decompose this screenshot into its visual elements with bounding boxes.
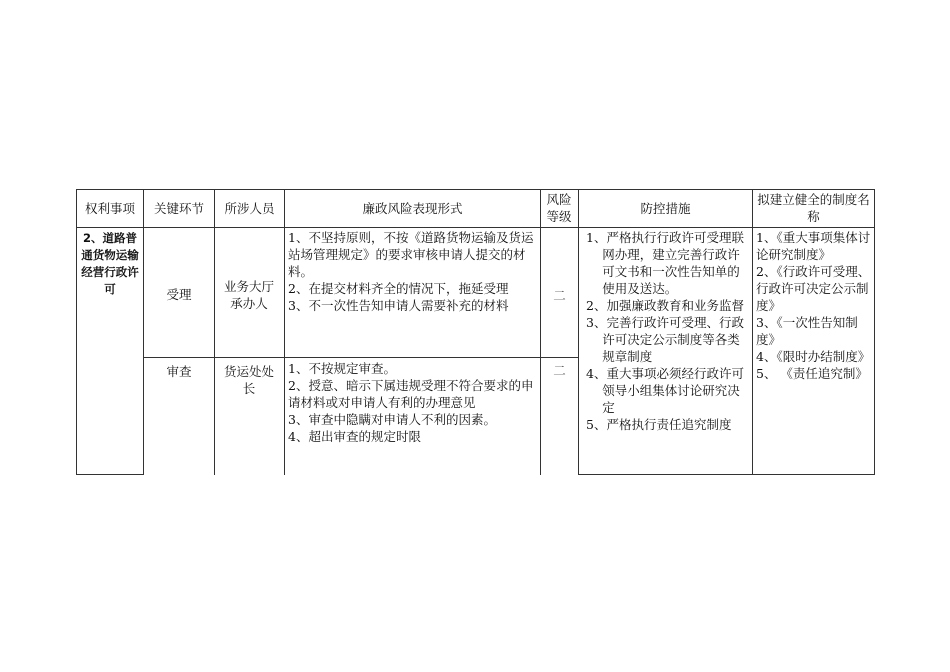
header-staff: 所涉人员	[224, 201, 275, 216]
col-border-1	[143, 189, 144, 475]
col-border-3	[284, 189, 285, 475]
header-bottom-border	[76, 227, 874, 228]
col-border-4	[540, 189, 541, 475]
col-border-7	[874, 189, 875, 475]
measure-item: 5、严格执行责任追究制度	[586, 417, 732, 432]
table-top-border	[76, 189, 874, 190]
header-risk-level: 风险等级	[546, 192, 572, 224]
table-bottom-border	[76, 474, 143, 475]
system-item: 1、《重大事项集体讨论研究制度》	[756, 230, 871, 262]
row-divider	[143, 357, 578, 358]
risk-item: 4、超出审查的规定时限	[288, 429, 421, 444]
prevention-measures	[586, 229, 748, 433]
header-systems: 拟建立健全的制度名称	[757, 192, 870, 224]
header-measures: 防控措施	[640, 201, 691, 216]
row2-staff: 货运处处长	[223, 364, 274, 396]
measure-item: 1、严格执行行政许可受理联网办理，建立完善行政许可文书和一次性告知单的使用及送达。	[586, 230, 744, 296]
rights-item-name: 2、道路普通货物运输经营行政许可	[81, 231, 139, 296]
header-rights-item: 权利事项	[84, 201, 135, 216]
row1-step: 受理	[166, 287, 192, 302]
row2-risks	[288, 360, 537, 445]
col-border-2	[214, 189, 215, 475]
row2-level: 二	[553, 363, 566, 378]
risk-item: 2、授意、暗示下属违规受理不符合要求的申请材料或对申请人有利的办理意见	[288, 378, 534, 410]
risk-item: 2、在提交材料齐全的情况下，拖延受理	[288, 281, 509, 296]
risk-item: 3、审查中隐瞒对申请人不利的因素。	[288, 412, 496, 427]
system-item: 3、《一次性告知制度》	[756, 315, 858, 347]
risk-item: 1、不按规定审查。	[288, 361, 396, 376]
header-key-step: 关键环节	[153, 201, 204, 216]
measure-item: 3、完善行政许可受理、行政许可决定公示制度等各类规章制度	[586, 315, 744, 364]
row1-staff: 业务大厅承办人	[223, 279, 274, 311]
measure-item: 4、重大事项必须经行政许可领导小组集体讨论研究决定	[586, 366, 744, 415]
risk-item: 1、不坚持原则，不按《道路货物运输及货运站场管理规定》的要求审核申请人提交的材料。	[288, 230, 534, 279]
system-item: 5、 《责任追究制》	[756, 366, 868, 381]
col-border-0	[76, 189, 77, 475]
system-names	[756, 229, 871, 382]
col-border-6	[752, 189, 753, 475]
system-item: 2、《行政许可受理、行政许可决定公示制度》	[756, 264, 871, 313]
row2-step: 审查	[166, 364, 192, 379]
table-bottom-border-right	[578, 474, 874, 475]
row1-level: 二	[553, 288, 566, 303]
system-item: 4、《限时办结制度》	[756, 349, 871, 364]
col-border-5	[578, 189, 579, 475]
risk-item: 3、不一次性告知申请人需要补充的材料	[288, 298, 509, 313]
header-risk-forms: 廉政风险表现形式	[362, 201, 463, 216]
row1-risks	[288, 229, 537, 314]
measure-item: 2、加强廉政教育和业务监督	[586, 298, 744, 313]
